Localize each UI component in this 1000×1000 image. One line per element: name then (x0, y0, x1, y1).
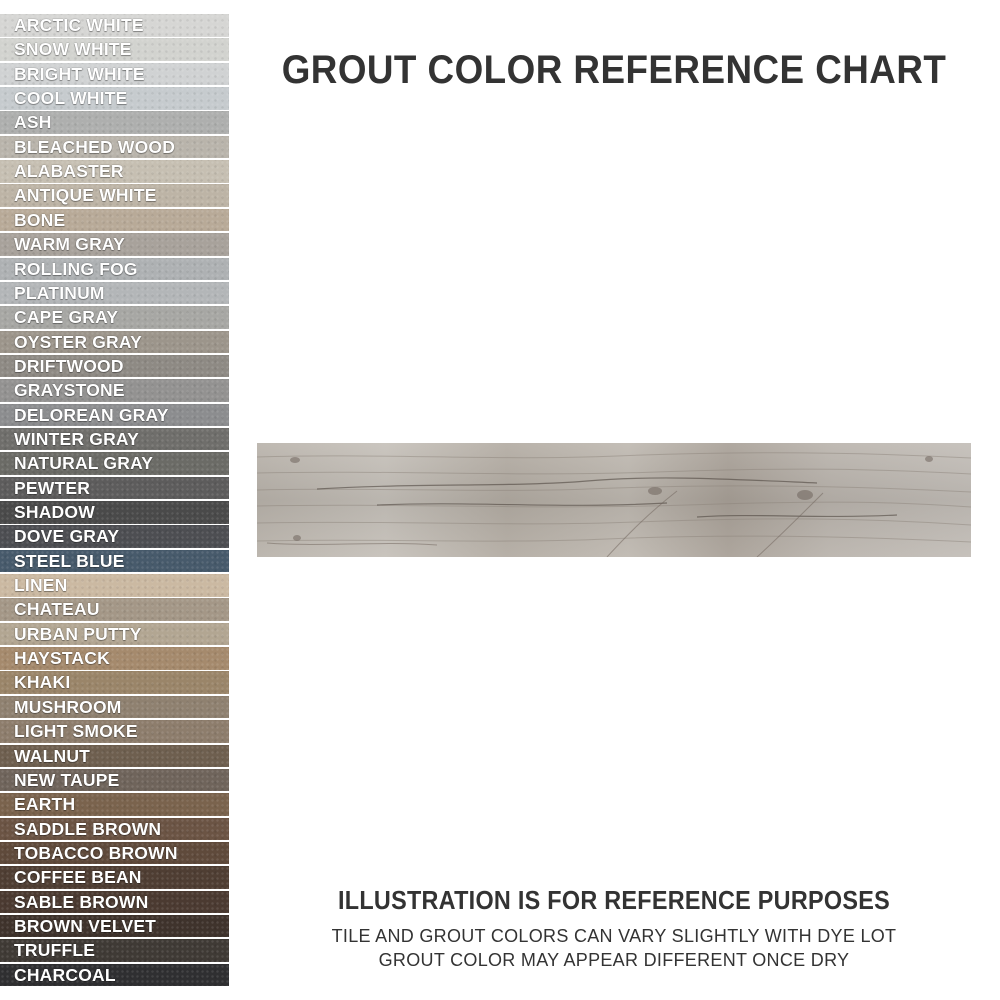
wood-tile-illustration (257, 443, 971, 557)
grout-swatch-list (0, 14, 229, 986)
grout-swatch: DOVE GRAY (0, 525, 229, 548)
grout-swatch: PEWTER (0, 477, 229, 500)
grout-swatch: MUSHROOM (0, 696, 229, 719)
grout-swatch: TOBACCO BROWN (0, 842, 229, 865)
grout-swatch: KHAKI (0, 671, 229, 694)
grout-swatch: TRUFFLE (0, 939, 229, 962)
grout-swatch: SNOW WHITE (0, 38, 229, 61)
grout-swatch: URBAN PUTTY (0, 623, 229, 646)
disclaimer-line-dye-lot: TILE AND GROUT COLORS CAN VARY SLIGHTLY WITH DYE LOT (331, 926, 897, 946)
grout-swatch: CHARCOAL (0, 964, 229, 987)
grout-swatch: NEW TAUPE (0, 769, 229, 792)
grout-swatch: DELOREAN GRAY (0, 404, 229, 427)
grout-swatch: BROWN VELVET (0, 915, 229, 938)
grout-swatch: CHATEAU (0, 598, 229, 621)
grout-swatch: STEEL BLUE (0, 550, 229, 573)
disclaimer (244, 885, 984, 971)
grout-swatch: LIGHT SMOKE (0, 720, 229, 743)
grout-swatch: GRAYSTONE (0, 379, 229, 402)
grout-swatch: EARTH (0, 793, 229, 816)
grout-swatch: OYSTER GRAY (0, 331, 229, 354)
grout-swatch: BLEACHED WOOD (0, 136, 229, 159)
grout-swatch: SABLE BROWN (0, 891, 229, 914)
grout-swatch: HAYSTACK (0, 647, 229, 670)
grout-swatch: WARM GRAY (0, 233, 229, 256)
grout-swatch: ANTIQUE WHITE (0, 184, 229, 207)
grout-swatch: SHADOW (0, 501, 229, 524)
grout-swatch: ASH (0, 111, 229, 134)
grout-swatch: SADDLE BROWN (0, 818, 229, 841)
wood-grain-texture (257, 443, 971, 557)
disclaimer-line-dry-color: GROUT COLOR MAY APPEAR DIFFERENT ONCE DRY (378, 950, 850, 970)
grout-swatch: BONE (0, 209, 229, 232)
grout-swatch: ALABASTER (0, 160, 229, 183)
grout-swatch: CAPE GRAY (0, 306, 229, 329)
grout-swatch: PLATINUM (0, 282, 229, 305)
grout-swatch: ROLLING FOG (0, 258, 229, 281)
grout-swatch: NATURAL GRAY (0, 452, 229, 475)
grout-swatch: WALNUT (0, 745, 229, 768)
grout-swatch: ARCTIC WHITE (0, 14, 229, 37)
grout-swatch: COFFEE BEAN (0, 866, 229, 889)
grout-swatch: WINTER GRAY (0, 428, 229, 451)
grout-swatch: BRIGHT WHITE (0, 63, 229, 86)
disclaimer-title: ILLUSTRATION IS FOR REFERENCE PURPOSES (338, 885, 890, 915)
grout-swatch: DRIFTWOOD (0, 355, 229, 378)
grout-swatch: COOL WHITE (0, 87, 229, 110)
grout-swatch: LINEN (0, 574, 229, 597)
page-title: GROUT COLOR REFERENCE CHART (281, 48, 947, 92)
